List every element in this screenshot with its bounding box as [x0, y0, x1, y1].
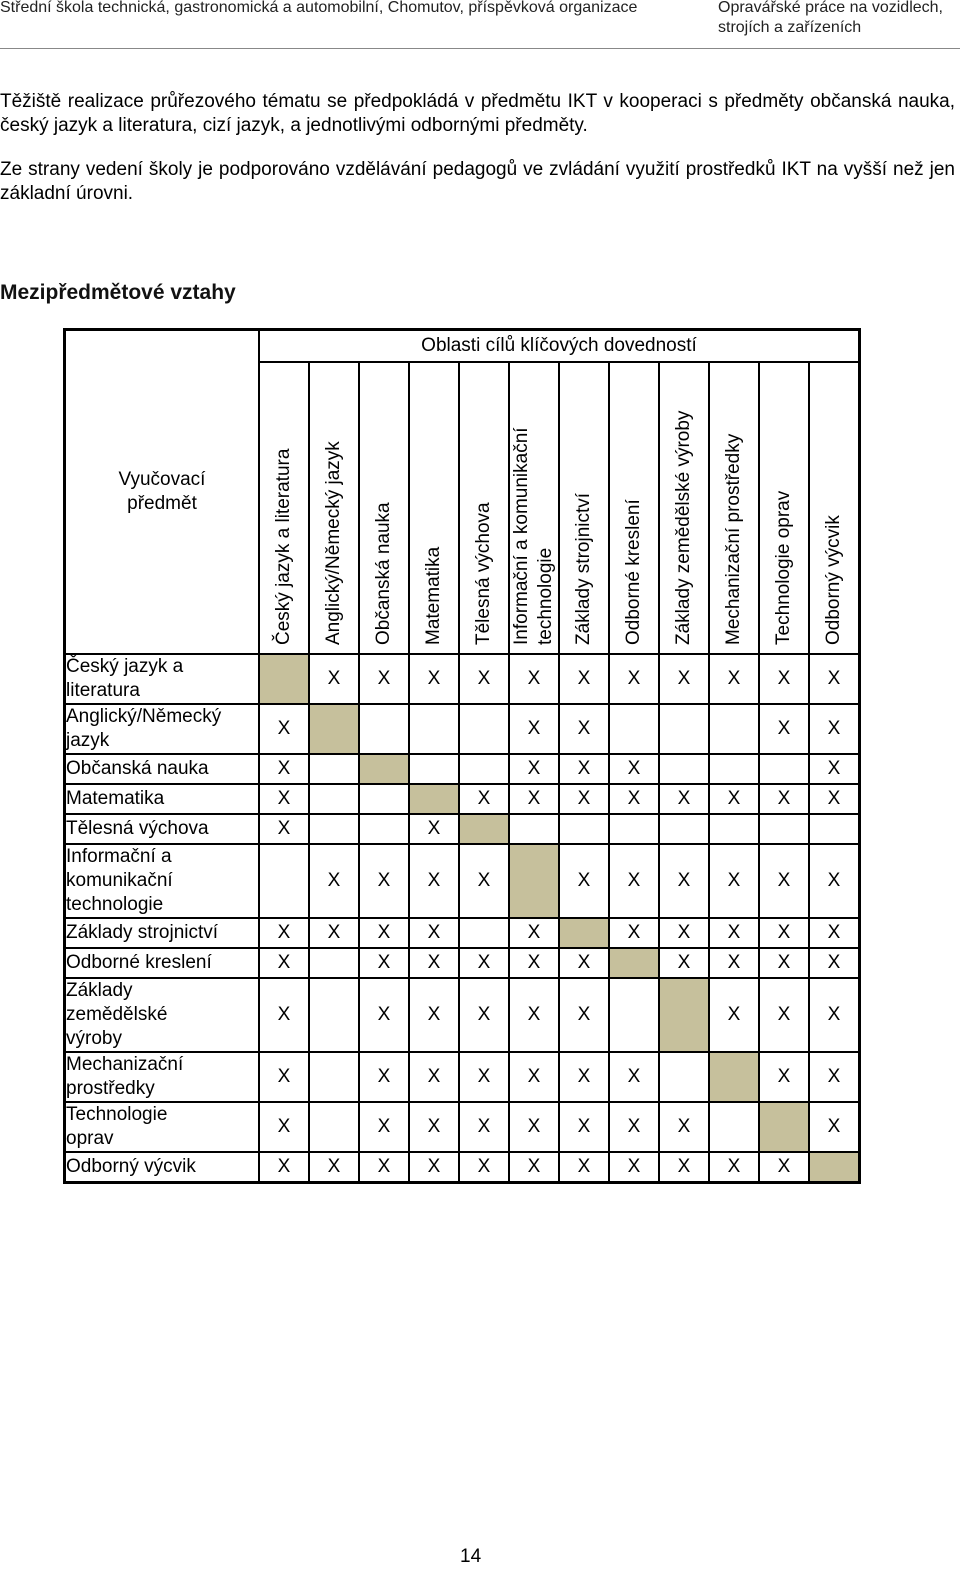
- table-row: [65, 1052, 860, 1102]
- table-row: [65, 1152, 860, 1183]
- column-header: [359, 362, 409, 654]
- relation-cell: X: [259, 784, 309, 814]
- header-program-line2: strojích a zařízeních: [718, 19, 862, 36]
- relation-cell: X: [409, 1052, 459, 1102]
- relation-cell: X: [509, 978, 559, 1052]
- relation-cell: X: [459, 654, 509, 704]
- page-number: 14: [460, 1546, 482, 1567]
- column-header-line: Základy strojnictví: [573, 492, 594, 645]
- relation-cell: X: [409, 918, 459, 948]
- row-label-line: Matematika: [66, 788, 165, 809]
- row-label-line: prostředky: [66, 1078, 155, 1099]
- relation-cell: [459, 754, 509, 784]
- row-label-line: výroby: [66, 1028, 122, 1049]
- row-label-line: Občanská nauka: [66, 758, 209, 779]
- table-row: [65, 1102, 860, 1152]
- relation-cell: [309, 814, 359, 844]
- relation-cell: X: [509, 1152, 559, 1183]
- row-subject-label: [65, 1052, 260, 1102]
- relation-cell: [409, 754, 459, 784]
- diagonal-cell: [359, 754, 409, 784]
- row-subject-label: [65, 978, 260, 1052]
- relation-cell: X: [259, 754, 309, 784]
- relation-cell: [709, 1102, 759, 1152]
- row-label-line: Technologie: [66, 1104, 168, 1125]
- relation-cell: [659, 814, 709, 844]
- relation-cell: X: [359, 948, 409, 978]
- relation-cell: X: [759, 948, 809, 978]
- relation-cell: [259, 844, 309, 918]
- relation-cell: X: [409, 814, 459, 844]
- relation-cell: X: [259, 1152, 309, 1183]
- relation-cell: X: [259, 918, 309, 948]
- diagonal-cell: [759, 1102, 809, 1152]
- relation-cell: X: [659, 948, 709, 978]
- relation-cell: X: [759, 784, 809, 814]
- diagonal-cell: [259, 654, 309, 704]
- row-label-line: Český jazyk a: [66, 656, 184, 677]
- row-label-line: jazyk: [66, 730, 110, 751]
- diagonal-cell: [559, 918, 609, 948]
- column-header: [659, 362, 709, 654]
- row-label-line: Informační a: [66, 846, 172, 867]
- column-header-line: Matematika: [423, 546, 444, 645]
- relation-cell: X: [559, 654, 609, 704]
- header-divider: [0, 48, 960, 49]
- intro-paragraph: Těžiště realizace průřezového tématu se předpokládá v předmětu IKT v kooperaci s předměty občanská nauka, český jazyk a literatura, cizí jazyk, a jednotlivými odbornými předměty.: [0, 91, 955, 136]
- row-label-line: Odborný výcvik: [66, 1156, 196, 1177]
- column-header-line: Základy zemědělské výroby: [673, 410, 694, 645]
- relation-cell: X: [509, 948, 559, 978]
- relation-cell: X: [359, 654, 409, 704]
- relation-cell: X: [259, 948, 309, 978]
- relation-cell: [309, 948, 359, 978]
- row-subject-label: [65, 704, 260, 754]
- column-header-label: [322, 441, 346, 645]
- relation-cell: [759, 814, 809, 844]
- row-label-line: komunikační: [66, 870, 173, 891]
- column-header-label: [772, 491, 796, 645]
- relation-cell: [609, 704, 659, 754]
- relation-cell: X: [359, 844, 409, 918]
- column-header: [609, 362, 659, 654]
- relation-cell: X: [459, 844, 509, 918]
- relation-cell: X: [259, 704, 309, 754]
- table-row: [65, 948, 860, 978]
- table-row: [65, 978, 860, 1052]
- relation-cell: X: [259, 1052, 309, 1102]
- relation-cell: [309, 1102, 359, 1152]
- column-header-label: [272, 449, 296, 645]
- column-header-line: Anglický/Německý jazyk: [323, 441, 344, 645]
- relation-cell: X: [259, 978, 309, 1052]
- relation-cell: X: [509, 784, 559, 814]
- relation-cell: X: [659, 844, 709, 918]
- relation-cell: X: [559, 844, 609, 918]
- relation-cell: X: [409, 978, 459, 1052]
- relation-cell: X: [659, 654, 709, 704]
- relation-cell: [709, 814, 759, 844]
- relation-cell: [409, 704, 459, 754]
- column-header-label: [622, 499, 646, 645]
- relation-cell: X: [409, 844, 459, 918]
- relation-cell: X: [709, 654, 759, 704]
- relation-cell: X: [309, 654, 359, 704]
- column-header: [509, 362, 559, 654]
- header-program-line1: Opravářské práce na vozidlech,: [718, 0, 943, 16]
- diagonal-cell: [809, 1152, 860, 1183]
- relation-cell: X: [409, 1102, 459, 1152]
- column-header: [559, 362, 609, 654]
- relation-cell: X: [809, 918, 860, 948]
- relation-cell: X: [709, 1152, 759, 1183]
- relation-cell: X: [309, 1152, 359, 1183]
- relation-cell: X: [609, 654, 659, 704]
- row-subject-label: [65, 814, 260, 844]
- table-row: [65, 784, 860, 814]
- relation-cell: X: [559, 978, 609, 1052]
- relation-cell: X: [809, 1102, 860, 1152]
- relation-cell: X: [259, 814, 309, 844]
- relation-cell: X: [259, 1102, 309, 1152]
- row-label-line: technologie: [66, 894, 164, 915]
- column-header-label: [572, 493, 596, 645]
- relation-cell: [459, 704, 509, 754]
- column-header-line: Mechanizační prostředky: [723, 433, 744, 645]
- diagonal-cell: [459, 814, 509, 844]
- relation-cell: X: [459, 948, 509, 978]
- relation-cell: X: [559, 948, 609, 978]
- relation-cell: [359, 704, 409, 754]
- relation-cell: [609, 814, 659, 844]
- relation-cell: X: [609, 918, 659, 948]
- relation-cell: [459, 918, 509, 948]
- relation-cell: X: [309, 918, 359, 948]
- relation-cell: X: [809, 1052, 860, 1102]
- column-header-line: Tělesná výchova: [473, 502, 494, 645]
- relation-cell: X: [809, 948, 860, 978]
- relation-cell: X: [609, 1052, 659, 1102]
- column-header: [409, 362, 459, 654]
- relation-cell: [309, 784, 359, 814]
- relation-cell: [559, 814, 609, 844]
- relation-cell: X: [359, 978, 409, 1052]
- diagonal-cell: [309, 704, 359, 754]
- relation-cell: X: [459, 784, 509, 814]
- column-header-label: [722, 434, 746, 645]
- table-row: [65, 814, 860, 844]
- relation-cell: X: [759, 1052, 809, 1102]
- relation-cell: X: [559, 784, 609, 814]
- relation-cell: X: [309, 844, 359, 918]
- table-row: [65, 844, 860, 918]
- support-paragraph: Ze strany vedení školy je podporováno vzdělávání pedagogů ve zvládání využití prostředků IKT na vyšší než jen základní úrovni.: [0, 159, 955, 204]
- relation-cell: X: [559, 1152, 609, 1183]
- row-subject-label: [65, 948, 260, 978]
- column-header: [709, 362, 759, 654]
- row-label-line: zemědělské: [66, 1004, 168, 1025]
- column-header: [259, 362, 309, 654]
- subject-header-line: předmět: [127, 493, 197, 514]
- column-header: [759, 362, 809, 654]
- row-label-line: oprav: [66, 1128, 114, 1149]
- cross-subject-matrix: [63, 328, 861, 1184]
- header-program: [718, 0, 943, 38]
- relation-cell: X: [759, 918, 809, 948]
- relation-cell: [659, 754, 709, 784]
- relation-cell: X: [709, 844, 759, 918]
- relation-cell: X: [509, 654, 559, 704]
- column-header-line: Technologie oprav: [773, 490, 794, 645]
- relation-cell: X: [509, 1102, 559, 1152]
- column-header-line: technologie: [535, 547, 556, 645]
- column-header-line: Informační a komunikační: [511, 427, 532, 645]
- column-header: [309, 362, 359, 654]
- relation-cell: [309, 1052, 359, 1102]
- relation-cell: X: [509, 918, 559, 948]
- row-label-line: Anglický/Německý: [66, 706, 222, 727]
- row-subject-label: [65, 784, 260, 814]
- row-subject-label: [65, 754, 260, 784]
- relation-cell: X: [459, 978, 509, 1052]
- column-header-line: Občanská nauka: [373, 502, 394, 645]
- relation-cell: X: [709, 918, 759, 948]
- table-row: [65, 918, 860, 948]
- relation-cell: X: [609, 1102, 659, 1152]
- relation-cell: [309, 978, 359, 1052]
- relation-cell: X: [659, 918, 709, 948]
- row-label-line: literatura: [66, 680, 140, 701]
- relation-cell: X: [809, 844, 860, 918]
- relation-cell: X: [559, 704, 609, 754]
- relation-cell: X: [359, 1102, 409, 1152]
- row-label-line: Odborné kreslení: [66, 952, 212, 973]
- relation-cell: X: [809, 754, 860, 784]
- table-row: [65, 654, 860, 704]
- diagonal-cell: [709, 1052, 759, 1102]
- relation-cell: X: [809, 978, 860, 1052]
- table-row: [65, 704, 860, 754]
- column-header: [459, 362, 509, 654]
- relation-cell: X: [359, 1052, 409, 1102]
- column-header-label: [372, 502, 396, 645]
- relation-cell: X: [609, 844, 659, 918]
- column-header-label: [510, 427, 558, 645]
- diagonal-cell: [659, 978, 709, 1052]
- relation-cell: X: [709, 978, 759, 1052]
- relation-cell: [309, 754, 359, 784]
- column-header-label: [822, 515, 846, 645]
- relation-cell: X: [509, 754, 559, 784]
- relation-cell: X: [659, 1102, 709, 1152]
- relation-cell: X: [559, 1102, 609, 1152]
- column-header-line: Český jazyk a literatura: [273, 448, 294, 645]
- row-label-line: Základy: [66, 980, 133, 1001]
- relation-cell: [509, 814, 559, 844]
- row-subject-label: [65, 918, 260, 948]
- relation-cell: X: [809, 784, 860, 814]
- column-header: [809, 362, 860, 654]
- row-subject-label: [65, 844, 260, 918]
- row-subject-label: [65, 1102, 260, 1152]
- relation-cell: [359, 784, 409, 814]
- relation-cell: X: [359, 918, 409, 948]
- key-skills-header: Oblasti cílů klíčových dovedností: [259, 330, 860, 363]
- relation-cell: X: [659, 1152, 709, 1183]
- diagonal-cell: [409, 784, 459, 814]
- relation-cell: X: [759, 704, 809, 754]
- row-subject-label: [65, 1152, 260, 1183]
- relation-cell: [659, 1052, 709, 1102]
- diagonal-cell: [609, 948, 659, 978]
- relation-cell: X: [459, 1102, 509, 1152]
- relation-cell: X: [559, 754, 609, 784]
- relation-cell: X: [759, 978, 809, 1052]
- relation-cell: X: [759, 844, 809, 918]
- column-header-label: [472, 502, 496, 645]
- column-header-label: [422, 547, 446, 645]
- relation-cell: [709, 754, 759, 784]
- relation-cell: X: [759, 1152, 809, 1183]
- relation-cell: [609, 978, 659, 1052]
- relation-cell: X: [759, 654, 809, 704]
- relation-cell: X: [409, 948, 459, 978]
- column-header-line: Odborné kreslení: [623, 499, 644, 645]
- subject-column-header: [65, 330, 260, 655]
- relation-cell: X: [609, 1152, 659, 1183]
- relation-cell: X: [559, 1052, 609, 1102]
- column-header-line: Odborný výcvik: [823, 515, 844, 645]
- relation-cell: X: [609, 784, 659, 814]
- relation-cell: X: [709, 948, 759, 978]
- relation-cell: [759, 754, 809, 784]
- relation-cell: X: [409, 1152, 459, 1183]
- relation-cell: X: [809, 654, 860, 704]
- relation-cell: X: [659, 784, 709, 814]
- relation-cell: X: [709, 784, 759, 814]
- row-label-line: Tělesná výchova: [66, 818, 209, 839]
- row-label-line: Základy strojnictví: [66, 922, 219, 943]
- row-label-line: Mechanizační: [66, 1054, 184, 1075]
- subject-header-line: Vyučovací: [118, 469, 206, 490]
- diagonal-cell: [509, 844, 559, 918]
- row-subject-label: [65, 654, 260, 704]
- relation-cell: X: [359, 1152, 409, 1183]
- header-school-name: Střední škola technická, gastronomická a automobilní, Chomutov, příspěvková organizace: [0, 0, 638, 16]
- relation-cell: X: [809, 704, 860, 754]
- relation-cell: X: [509, 1052, 559, 1102]
- relation-cell: X: [509, 704, 559, 754]
- relation-cell: X: [609, 754, 659, 784]
- table-row: [65, 754, 860, 784]
- relation-cell: X: [459, 1152, 509, 1183]
- relation-cell: X: [459, 1052, 509, 1102]
- section-title: Mezipředmětové vztahy: [0, 281, 236, 304]
- relation-cell: [659, 704, 709, 754]
- relation-cell: [709, 704, 759, 754]
- column-header-label: [672, 411, 696, 645]
- relation-cell: [809, 814, 860, 844]
- relation-cell: [359, 814, 409, 844]
- relation-cell: X: [409, 654, 459, 704]
